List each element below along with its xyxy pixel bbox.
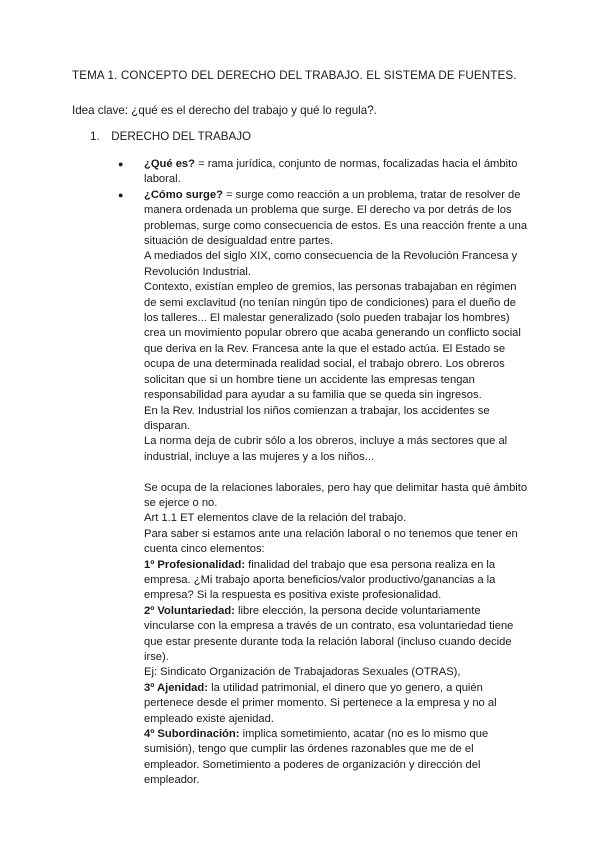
bullet-icon: ● — [118, 189, 124, 200]
element-label: 4º Subordinación: — [144, 728, 240, 741]
section-heading — [90, 130, 251, 143]
element-line — [144, 727, 529, 742]
blank-line — [144, 465, 529, 480]
text-line: de semi exclavitud (no tenían ningún tipo de condiciones) para el dueño de — [144, 296, 516, 309]
element-line — [144, 558, 529, 573]
text-line: ocupa de una determinada realidad social, el trabajo obrero. Los obreros — [144, 358, 505, 371]
text-line: La norma deja de cubrir sólo a los obreros, incluye a más sectores que al — [144, 435, 508, 448]
text-line: solicitan que si un hombre tiene un accidente las empresas tengan — [144, 373, 475, 386]
text-line: A mediados del siglo XIX, como consecuencia de la Revolución Francesa y — [144, 250, 518, 263]
bullet-what-is — [118, 157, 529, 188]
text-line: Ej: Sindicato Organización de Trabajadoras Sexuales (OTRAS), — [144, 666, 461, 679]
text-line: pertenece desde el primer momento. Si pertenece a la empresa y no al — [144, 697, 497, 710]
element-line — [144, 681, 529, 696]
labor-relations-paragraph — [144, 481, 529, 558]
text-line: Contexto, existían empleo de gremios, las personas trabajaban en régimen — [144, 281, 517, 294]
text-line: empleador. Sometimiento a poderes de organización y dirección del — [144, 758, 481, 771]
text-line: cuenta cinco elementos: — [144, 543, 265, 556]
section-title: DERECHO DEL TRABAJO — [111, 130, 252, 143]
bullet-label: ¿Qué es? — [144, 158, 195, 170]
text-line: industrial, incluye a las mujeres y a los niños... — [144, 450, 375, 463]
element-subordination — [144, 727, 529, 789]
text-line: que deriva en la Rev. Francesa ante la que el estado actúa. El Estado se — [144, 342, 506, 355]
text-line: Revolución Industrial. — [144, 265, 251, 278]
element-label: 3º Ajenidad: — [144, 681, 208, 694]
text-line: manera ordenada un problema que surge. El derecho va por detrás de los — [144, 204, 512, 217]
element-text: la utilidad patrimonial, el dinero que yo genero, a quién — [207, 681, 483, 694]
element-alienation — [144, 681, 529, 727]
text-line: responsabilidad para ayudar a su familia que se queda sin ingresos. — [144, 389, 482, 402]
text-line: crea un movimiento popular obrero que acaba generando un conflicto social — [144, 327, 521, 340]
text-line: sumisión), tengo que cumplir las órdenes razonables que me de el — [144, 743, 474, 756]
text-line: Art 1.1 ET elementos clave de la relación del trabajo. — [144, 512, 407, 525]
bullet-text: = surge como reacción a un problema, tratar de resolver de — [222, 188, 521, 201]
bullet-icon: ● — [118, 159, 124, 169]
page-title: TEMA 1. CONCEPTO DEL DERECHO DEL TRABAJO. EL SISTEMA DE FUENTES. — [72, 69, 517, 82]
element-professionalism — [144, 558, 529, 604]
element-voluntariness — [144, 604, 529, 681]
element-text: finalidad del trabajo que esa persona realiza en la — [245, 558, 496, 571]
bullet-line — [144, 157, 529, 172]
text-line: los talleres... El malestar generalizado (solo pueden trabajar los hombres) — [144, 312, 510, 325]
text-line: problemas, surge como consecuencia de estos. Es una reacción frente a una — [144, 219, 528, 232]
bullet-line — [144, 188, 529, 203]
text-line: disparan. — [144, 419, 191, 432]
text-line: Se ocupa de la relaciones laborales, pero hay que delimitar hasta qué ámbito — [144, 481, 528, 494]
text-line: empresa? Si la respuesta es positiva existe profesionalidad. — [144, 589, 442, 602]
bullet-line: laboral. — [144, 173, 181, 186]
text-line: En la Rev. Industrial los niños comienzan a trabajar, los accidentes se — [144, 404, 490, 417]
element-label: 2º Voluntariedad: — [144, 604, 235, 617]
bullet-text: = rama jurídica, conjunto de normas, focalizadas hacia el ámbito — [194, 158, 518, 170]
section-number: 1. — [90, 130, 100, 143]
text-line: se ejerce o no. — [144, 496, 218, 509]
text-line: empresa. ¿Mi trabajo aporta beneficios/valor productivo/ganancias a la — [144, 573, 496, 586]
text-line: empleado existe ajenidad. — [144, 712, 274, 725]
text-line: irse). — [144, 650, 169, 663]
text-line: situación de desigualdad entre partes. — [144, 235, 334, 248]
text-line: Para saber si estamos ante una relación laboral o no tenemos que tener en — [144, 527, 518, 540]
text-line: empleador. — [144, 774, 200, 787]
element-label: 1º Profesionalidad: — [144, 558, 246, 571]
element-line — [144, 604, 529, 619]
key-idea: Idea clave: ¿qué es el derecho del trabajo y qué lo regula?. — [72, 104, 377, 117]
text-line: vincularse con la empresa a través de un contrato, esa voluntariedad tiene — [144, 620, 514, 633]
bullet-how-arises — [118, 188, 529, 465]
element-text: implica sometimiento, acatar (no es lo mismo que — [239, 728, 489, 741]
element-text: libre elección, la persona decide voluntariamente — [234, 604, 481, 617]
bullet-label: ¿Cómo surge? — [144, 188, 223, 201]
section-content — [118, 157, 529, 789]
text-line: que estar presente durante toda la relación laboral (incluso cuando decide — [144, 635, 512, 648]
